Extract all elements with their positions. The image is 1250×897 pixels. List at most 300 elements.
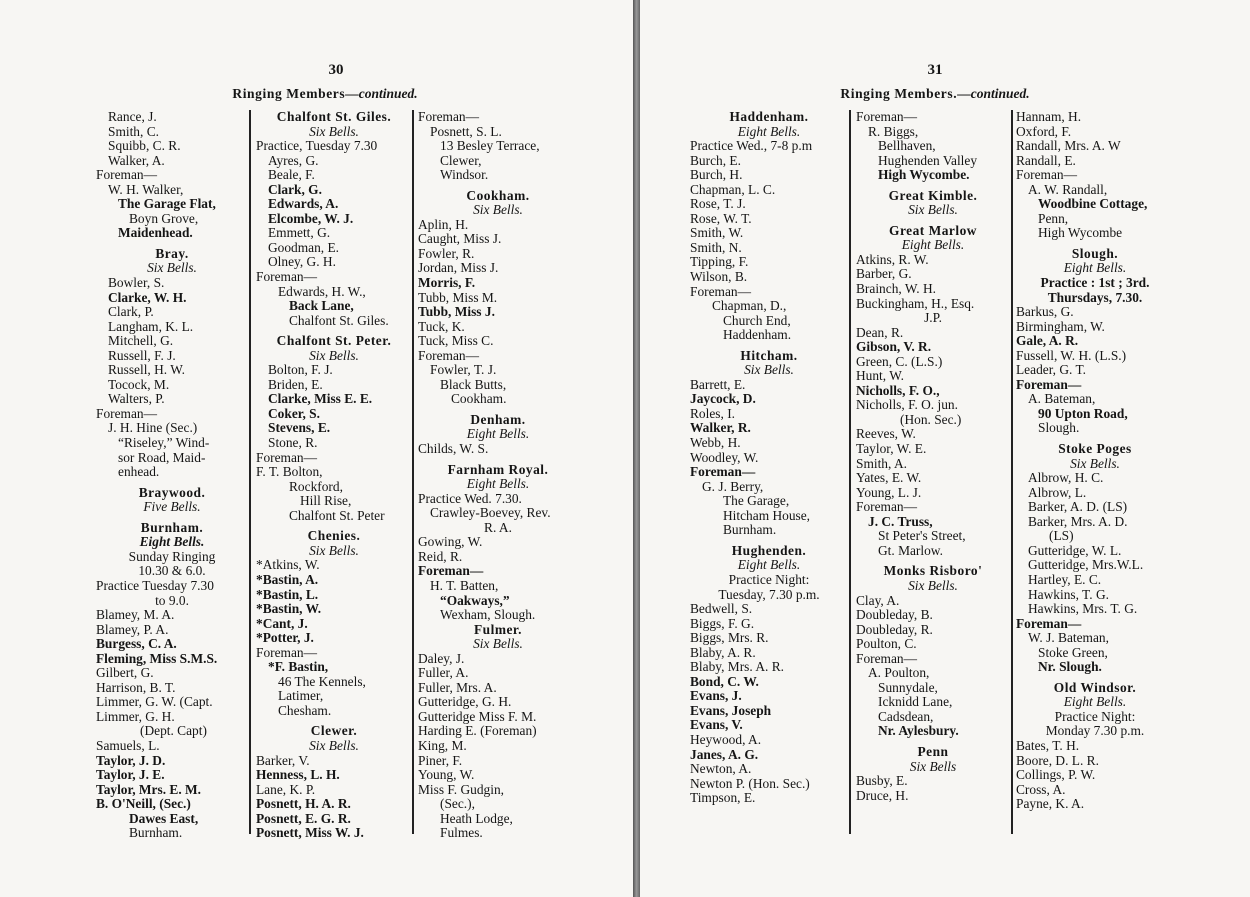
list-item: Biggs, Mrs. R. — [690, 630, 769, 646]
list-item: 46 The Kennels, — [278, 673, 366, 689]
list-item: Posnett, E. G. R. — [256, 810, 351, 826]
list-item: Poulton, C. — [856, 636, 917, 652]
list-item: *Bastin, L. — [256, 586, 319, 602]
list-item: Gowing, W. — [418, 534, 483, 550]
list-item: Foreman— — [418, 563, 484, 579]
list-item: Daley, J. — [418, 650, 465, 666]
list-item: Posnett, S. L. — [430, 123, 502, 139]
list-item: Clark, P. — [108, 304, 154, 320]
list-item: Stone, R. — [268, 435, 318, 451]
page-number: 30 — [328, 62, 344, 78]
list-item: A. W. Randall, — [1028, 181, 1108, 197]
list-item: Smith, W. — [690, 225, 744, 241]
list-item: Miss F. Gudgin, — [418, 781, 504, 797]
list-item: Clewer, — [440, 152, 482, 168]
list-item: Gutteridge, Mrs.W.L. — [1028, 557, 1144, 573]
list-item: Evans, Joseph — [690, 702, 772, 718]
list-item: Barker, V. — [256, 752, 310, 768]
list-item: Fleming, Miss S.M.S. — [96, 650, 218, 666]
book-gutter — [633, 0, 640, 897]
list-item: The Garage, — [723, 493, 790, 509]
list-item: Collings, P. W. — [1016, 767, 1096, 783]
list-item: Practice, Tuesday 7.30 — [256, 138, 378, 154]
list-item: Barker, A. D. (LS) — [1028, 499, 1128, 515]
column-divider — [1011, 110, 1013, 834]
list-item: Church End, — [723, 312, 791, 328]
list-item: Haddenham. — [723, 327, 792, 343]
list-item: Nr. Aylesbury. — [878, 723, 959, 739]
list-item: Practice Night: — [728, 571, 810, 587]
list-item: Chalfont St. Giles. — [289, 312, 389, 328]
list-item: Black Butts, — [440, 376, 507, 392]
list-item: B. O'Neill, (Sec.) — [96, 796, 191, 812]
list-item: Coker, S. — [268, 405, 320, 421]
list-item: Randall, E. — [1016, 152, 1076, 168]
list-item: 90 Upton Road, — [1038, 405, 1128, 421]
list-item: Elcombe, W. J. — [268, 210, 354, 226]
list-item: *Potter, J. — [256, 630, 314, 646]
list-item: Foreman— — [256, 269, 317, 285]
list-item: Childs, W. S. — [418, 441, 489, 457]
header-suffix: —continued. — [957, 86, 1030, 101]
list-item: Bedwell, S. — [690, 601, 753, 617]
list-item: Newton P. (Hon. Sec.) — [690, 775, 810, 791]
list-item: Russell, F. J. — [108, 347, 176, 363]
list-item: Blaby, A. R. — [690, 644, 756, 660]
list-item: Hawkins, Mrs. T. G. — [1028, 601, 1138, 617]
list-item: Sunday Ringing — [128, 548, 216, 564]
list-item: Monday 7.30 p.m. — [1045, 723, 1145, 739]
list-item: Brainch, W. H. — [856, 281, 936, 297]
list-item: Woodley, W. — [690, 449, 759, 465]
list-item: Burch, E. — [690, 152, 741, 168]
list-item: Doubleday, R. — [856, 621, 933, 637]
list-item: Six Bells. — [908, 577, 958, 593]
list-item: Burnham. — [129, 825, 183, 841]
list-item: 10.30 & 6.0. — [138, 563, 206, 579]
list-item: Smith, N. — [690, 239, 742, 255]
list-item: Newton, A. — [690, 761, 752, 777]
list-item: Taylor, J. E. — [96, 767, 165, 783]
list-item: Foreman— — [1016, 167, 1077, 183]
list-item: Green, C. (L.S.) — [856, 353, 943, 369]
list-item: *F. Bastin, — [268, 659, 329, 675]
list-item: Goodman, E. — [268, 239, 340, 255]
list-item: Blaby, Mrs. A. R. — [690, 659, 784, 675]
list-item: Walker, R. — [690, 420, 751, 436]
list-item: Nicholls, F. O. jun. — [856, 397, 958, 413]
list-item: Henness, L. H. — [256, 767, 340, 783]
list-item: Harding E. (Foreman) — [418, 723, 537, 739]
list-item: Fowler, T. J. — [430, 362, 497, 378]
list-item: Lane, K. P. — [256, 781, 316, 797]
list-item: Chapman, L. C. — [690, 181, 776, 197]
list-item: Six Bells. — [744, 362, 794, 378]
list-item: King, M. — [418, 737, 467, 753]
page-header — [815, 86, 1055, 102]
list-item: Wexham, Slough. — [440, 607, 536, 623]
list-item: St Peter's Street, — [878, 528, 966, 544]
list-item: Reid, R. — [418, 548, 463, 564]
list-item: J.P. — [924, 310, 942, 326]
list-item: “Riseley,” Wind- — [118, 435, 210, 451]
page-header — [205, 86, 445, 102]
list-item: Boyn Grove, — [129, 210, 199, 226]
list-item: Bates, T. H. — [1016, 737, 1080, 753]
section-heading: Burnham. — [140, 519, 204, 535]
list-item: Stoke Green, — [1038, 644, 1108, 660]
list-item: Slough. — [1038, 420, 1080, 436]
list-item: Mitchell, G. — [108, 333, 174, 349]
section-heading: Great Marlow — [889, 222, 977, 238]
list-item: Smith, C. — [108, 123, 159, 139]
list-item: Five Bells. — [143, 499, 201, 515]
list-item: Roles, I. — [690, 405, 736, 421]
list-item: Stevens, E. — [268, 420, 331, 436]
list-item: Gutteridge Miss F. M. — [418, 708, 537, 724]
list-item: (Sec.), — [440, 796, 475, 812]
list-item: Rockford, — [289, 478, 343, 494]
list-item: Tipping, F. — [690, 254, 749, 270]
list-item: W. J. Bateman, — [1028, 630, 1109, 646]
list-item: Druce, H. — [856, 787, 909, 803]
list-item: Limmer, G. H. — [96, 708, 175, 724]
list-item: Practice Wed. 7.30. — [418, 490, 522, 506]
list-item: Windsor. — [440, 167, 489, 183]
list-item: Foreman— — [856, 499, 917, 515]
list-item: Heywood, A. — [690, 731, 762, 747]
list-item: Chapman, D., — [712, 298, 787, 314]
list-item: Nicholls, F. O., — [856, 382, 940, 398]
list-item: Rance, J. — [108, 109, 157, 124]
list-item: Hughenden Valley — [878, 152, 978, 168]
list-item: A. Poulton, — [868, 665, 930, 681]
list-item: (Hon. Sec.) — [900, 411, 962, 427]
list-item: Chalfont St. Peter — [289, 507, 385, 523]
list-item: Evans, J. — [690, 688, 742, 704]
section-heading: Braywood. — [138, 484, 206, 500]
list-item: (Dept. Capt) — [140, 723, 207, 739]
list-item: Atkins, R. W. — [856, 251, 929, 267]
list-item: Foreman— — [96, 405, 157, 421]
list-item: Barber, G. — [856, 266, 912, 282]
list-item: Wilson, B. — [690, 269, 748, 285]
list-item: Foreman— — [96, 167, 157, 183]
list-item: Fuller, Mrs. A. — [418, 679, 497, 695]
column-2 — [856, 110, 1010, 803]
list-item: Hannam, H. — [1016, 109, 1082, 124]
list-item: Taylor, W. E. — [856, 441, 927, 457]
list-item: Nr. Slough. — [1038, 659, 1102, 675]
list-item: Foreman— — [856, 109, 917, 124]
list-item: Olney, G. H. — [268, 254, 336, 270]
list-item: Squibb, C. R. — [108, 138, 181, 154]
list-item: Sunnydale, — [878, 679, 938, 695]
list-item: Aplin, H. — [418, 216, 469, 232]
section-heading: Chenies. — [307, 528, 361, 544]
list-item: R. Biggs, — [868, 123, 919, 139]
list-item: Eight Bells. — [466, 426, 530, 442]
list-item: Tocock, M. — [108, 376, 170, 392]
list-item: High Wycombe. — [878, 167, 970, 183]
section-heading: Great Kimble. — [888, 187, 978, 203]
list-item: Boore, D. L. R. — [1016, 752, 1099, 768]
list-item: *Bastin, A. — [256, 571, 319, 587]
column-divider — [412, 110, 414, 834]
list-item: Cookham. — [451, 391, 507, 407]
list-item: Jaycock, D. — [690, 391, 756, 407]
column-2 — [256, 110, 412, 841]
list-item: Tuesday, 7.30 p.m. — [718, 586, 820, 602]
list-item: Fowler, R. — [418, 245, 475, 261]
list-item: Clark, G. — [268, 181, 322, 197]
list-item: Practice Tuesday 7.30 — [96, 577, 214, 593]
list-item: Edwards, H. W., — [278, 283, 366, 299]
column-divider — [849, 110, 851, 834]
list-item: Clay, A. — [856, 592, 900, 608]
list-item: J. H. Hine (Sec.) — [108, 420, 198, 436]
section-heading: Clewer. — [310, 723, 358, 739]
header-title: Ringing Members — [232, 86, 346, 101]
list-item: Practice : 1st ; 3rd. — [1040, 275, 1150, 291]
list-item: Webb, H. — [690, 435, 741, 451]
list-item: Rose, T. J. — [690, 196, 746, 212]
list-item: Tubb, Miss J. — [418, 304, 495, 320]
list-item: Eight Bells. — [466, 476, 530, 492]
list-item: Clarke, Miss E. E. — [268, 391, 373, 407]
section-heading: Hitcham. — [740, 347, 798, 363]
list-item: Clarke, W. H. — [108, 289, 187, 305]
section-heading: Chalfont St. Giles. — [276, 109, 392, 124]
list-item: Biggs, F. G. — [690, 615, 755, 631]
list-item: Smith, A. — [856, 455, 907, 471]
list-item: Birmingham, W. — [1016, 318, 1105, 334]
column-3 — [1016, 110, 1174, 812]
list-item: Six Bells — [909, 758, 957, 774]
list-item: Foreman— — [256, 449, 317, 465]
list-item: Reeves, W. — [856, 426, 916, 442]
section-heading: Fulmer. — [473, 621, 522, 637]
list-item: Taylor, Mrs. E. M. — [96, 781, 202, 797]
column-3 — [418, 110, 578, 841]
list-item: Barker, Mrs. A. D. — [1028, 513, 1128, 529]
list-item: A. Bateman, — [1028, 391, 1096, 407]
section-heading: Slough. — [1071, 245, 1119, 261]
list-item: Bond, C. W. — [690, 673, 759, 689]
list-item: Bolton, F. J. — [268, 362, 333, 378]
list-item: Gt. Marlow. — [878, 542, 943, 558]
list-item: Chesham. — [278, 702, 332, 718]
list-item: (LS) — [1049, 528, 1074, 544]
list-item: Eight Bells. — [901, 237, 965, 253]
list-item: Maidenhead. — [118, 225, 193, 241]
list-item: Blamey, M. A. — [96, 607, 175, 623]
list-item: Posnett, H. A. R. — [256, 796, 351, 812]
list-item: J. C. Truss, — [868, 513, 933, 529]
list-item: 13 Besley Terrace, — [440, 138, 540, 154]
list-item: Six Bells. — [147, 260, 197, 276]
list-item: Young, W. — [418, 767, 475, 783]
section-heading: Stoke Poges — [1058, 441, 1132, 457]
section-heading: Hughenden. — [731, 542, 807, 558]
list-item: Fulmes. — [440, 825, 483, 841]
list-item: Eight Bells. — [1063, 694, 1127, 710]
list-item: Tuck, K. — [418, 318, 465, 334]
list-item: Posnett, Miss W. J. — [256, 825, 364, 841]
list-item: *Atkins, W. — [256, 557, 320, 573]
list-item: H. T. Batten, — [430, 577, 499, 593]
list-item: Buckingham, H., Esq. — [856, 295, 975, 311]
list-item: Thursdays, 7.30. — [1047, 289, 1143, 305]
list-item: Russell, H. W. — [108, 362, 186, 378]
list-item: Emmett, G. — [268, 225, 331, 241]
list-item: Burnham. — [723, 522, 777, 538]
column-divider — [249, 110, 251, 834]
column-1 — [96, 110, 248, 841]
list-item: “Oakways,” — [440, 592, 510, 608]
section-heading: Farnham Royal. — [447, 461, 549, 477]
list-item: to 9.0. — [155, 592, 189, 608]
section-heading: Cookham. — [466, 187, 530, 203]
list-item: Albrow, H. C. — [1028, 470, 1104, 486]
list-item: Practice Night: — [1054, 708, 1136, 724]
list-item: Dawes East, — [129, 810, 199, 826]
section-heading: Haddenham. — [729, 109, 809, 124]
list-item: Cadsdean, — [878, 708, 934, 724]
list-item: Foreman— — [856, 650, 917, 666]
list-item: Practice Wed., 7-8 p.m — [690, 138, 813, 154]
list-item: Foreman— — [256, 644, 317, 660]
list-item: Six Bells. — [473, 202, 523, 218]
list-item: Busby, E. — [856, 773, 908, 789]
list-item: Albrow, L. — [1028, 484, 1087, 500]
list-item: Back Lane, — [289, 298, 354, 314]
section-heading: Denham. — [470, 411, 526, 427]
list-item: Eight Bells. — [1063, 260, 1127, 276]
list-item: Langham, K. L. — [108, 318, 194, 334]
list-item: Walker, A. — [108, 152, 165, 168]
list-item: R. A. — [484, 519, 512, 535]
list-item: Gibson, V. R. — [856, 339, 932, 355]
list-item: Barrett, E. — [690, 376, 746, 392]
list-item: Dean, R. — [856, 324, 904, 340]
list-item: Leader, G. T. — [1016, 362, 1086, 378]
list-item: Tuck, Miss C. — [418, 333, 494, 349]
list-item: Barkus, G. — [1016, 304, 1074, 320]
list-item: Eight Bells. — [737, 557, 801, 573]
list-item: Foreman— — [418, 109, 479, 124]
list-item: Payne, K. A. — [1016, 796, 1085, 812]
list-item: Eight Bells. — [737, 123, 801, 139]
list-item: Foreman— — [1016, 615, 1082, 631]
list-item: Six Bells. — [309, 123, 359, 139]
list-item: Crawley-Boevey, Rev. — [430, 505, 551, 521]
list-item: Morris, F. — [418, 275, 476, 291]
list-item: Gale, A. R. — [1016, 333, 1079, 349]
list-item: Woodbine Cottage, — [1038, 196, 1148, 212]
list-item: Jordan, Miss J. — [418, 260, 499, 276]
list-item: Beale, F. — [268, 167, 315, 183]
list-item: Randall, Mrs. A. W — [1016, 138, 1121, 154]
list-item: Six Bells. — [309, 347, 359, 363]
list-item: The Garage Flat, — [118, 196, 216, 212]
list-item: Yates, E. W. — [856, 470, 922, 486]
list-item: Gilbert, G. — [96, 665, 154, 681]
section-heading: Monks Risboro' — [883, 563, 983, 579]
list-item: Hill Rise, — [300, 493, 352, 509]
list-item: Foreman— — [690, 283, 751, 299]
section-heading: Old Windsor. — [1053, 679, 1137, 695]
list-item: Eight Bells. — [139, 534, 205, 550]
list-item: Burch, H. — [690, 167, 743, 183]
header-title: Ringing Members. — [840, 86, 958, 101]
list-item: Six Bells. — [1070, 455, 1120, 471]
list-item: Foreman— — [690, 464, 756, 480]
list-item: Piner, F. — [418, 752, 463, 768]
list-item: W. H. Walker, — [108, 181, 184, 197]
list-item: Gutteridge, G. H. — [418, 694, 512, 710]
list-item: Six Bells. — [309, 737, 359, 753]
list-item: Hunt, W. — [856, 368, 904, 384]
section-heading: Chalfont St. Peter. — [276, 333, 392, 349]
list-item: Cross, A. — [1016, 781, 1066, 797]
list-item: Oxford, F. — [1016, 123, 1072, 139]
list-item: Edwards, A. — [268, 196, 339, 212]
list-item: Foreman— — [418, 347, 479, 363]
list-item: Harrison, B. T. — [96, 679, 176, 695]
list-item: Doubleday, B. — [856, 607, 933, 623]
list-item: Briden, E. — [268, 376, 323, 392]
list-item: G. J. Berry, — [702, 478, 764, 494]
list-item: Foreman— — [1016, 376, 1082, 392]
list-item: Timpson, E. — [690, 790, 756, 806]
header-suffix: —continued. — [345, 86, 418, 101]
list-item: Walters, P. — [108, 391, 165, 407]
list-item: Bowler, S. — [108, 275, 165, 291]
list-item: Latimer, — [278, 688, 324, 704]
list-item: Six Bells. — [473, 636, 523, 652]
list-item: Blamey, P. A. — [96, 621, 169, 637]
list-item: Burgess, C. A. — [96, 636, 177, 652]
list-item: Limmer, G. W. (Capt. — [96, 694, 213, 710]
list-item: *Bastin, W. — [256, 601, 322, 617]
right-page — [640, 0, 1250, 897]
list-item: *Cant, J. — [256, 615, 308, 631]
list-item: Ayres, G. — [268, 152, 319, 168]
list-item: Evans, V. — [690, 717, 743, 733]
list-item: Bellhaven, — [878, 138, 936, 154]
list-item: Caught, Miss J. — [418, 231, 502, 247]
list-item: Young, L. J. — [856, 484, 922, 500]
list-item: Rose, W. T. — [690, 210, 752, 226]
list-item: Penn, — [1038, 210, 1069, 226]
list-item: Six Bells. — [309, 542, 359, 558]
list-item: Hitcham House, — [723, 507, 811, 523]
list-item: Fussell, W. H. (L.S.) — [1016, 347, 1127, 363]
list-item: Tubb, Miss M. — [418, 289, 498, 305]
list-item: Samuels, L. — [96, 737, 160, 753]
list-item: Six Bells. — [908, 202, 958, 218]
list-item: sor Road, Maid- — [118, 449, 206, 465]
section-heading: Bray. — [155, 245, 189, 261]
page-number: 31 — [927, 62, 943, 78]
list-item: Icknidd Lane, — [878, 694, 953, 710]
column-1 — [690, 110, 848, 806]
list-item: Hartley, E. C. — [1028, 571, 1102, 587]
list-item: Fuller, A. — [418, 665, 469, 681]
list-item: Gutteridge, W. L. — [1028, 542, 1122, 558]
list-item: Janes, A. G. — [690, 746, 759, 762]
